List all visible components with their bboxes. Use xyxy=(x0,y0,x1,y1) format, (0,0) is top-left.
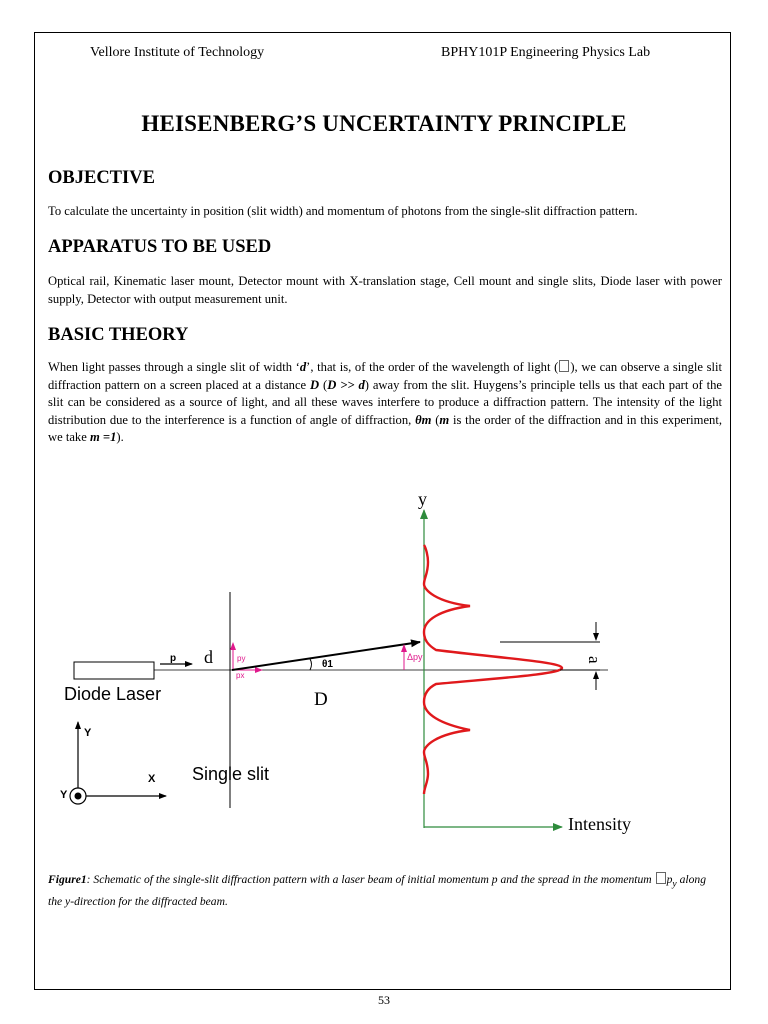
coord-Y-label: Y xyxy=(84,727,92,739)
missing-glyph-icon xyxy=(559,360,569,372)
a-label: a xyxy=(585,656,604,664)
apparatus-heading: APPARATUS TO BE USED xyxy=(48,237,272,257)
theory-text: When light passes through a single slit of width ‘d’, that is, of the order of the wavelength of light ( ), we can observe a single slit diffraction pattern on a screen placed at a distance D (D >> d) away from the slit. Huygens’s principle tells us that each part of the slit can be considered as a source of light, and all these waves interfere to produce a diffraction pattern. The intensity of the light distribution due to the interference is a function of angle of diffraction, θm (m is the order of the diffraction and in this experiment, we take m =1). xyxy=(48,360,723,444)
theta-label: θ1 xyxy=(322,659,333,670)
page-number: 53 xyxy=(378,993,390,1007)
objective-heading: OBJECTIVE xyxy=(48,168,155,188)
coord-Y2-label: Y xyxy=(60,789,68,801)
px-label: px xyxy=(236,671,245,680)
intensity-label: Intensity xyxy=(568,814,631,834)
missing-glyph-icon xyxy=(656,872,666,884)
py-label: py xyxy=(237,654,246,663)
intensity-curve xyxy=(424,545,562,794)
diode-laser-box xyxy=(74,662,154,679)
p-label: p xyxy=(170,653,177,664)
single-slit-label: Single slit xyxy=(192,764,270,784)
diffraction-figure xyxy=(40,480,730,840)
d-label: d xyxy=(204,647,213,667)
figure-caption: Figure1: Schematic of the single-slit diffraction pattern with a laser beam of initial momentum p and the spread in the momentum $p_y$ along the y-direction for the diffracted beam. xyxy=(48,873,706,909)
coord-X-label: X xyxy=(148,773,156,785)
objective-text: To calculate the uncertainty in position (slit width) and momentum of photons from the single-slit diffraction pattern. xyxy=(48,204,638,218)
page-title: HEISENBERG’S UNCERTAINTY PRINCIPLE xyxy=(141,111,627,136)
D-label: D xyxy=(314,689,328,710)
header-course: BPHY101P Engineering Physics Lab xyxy=(441,45,651,60)
delta-py-label: Δpy xyxy=(407,652,423,662)
coord-origin-dot xyxy=(75,793,82,800)
theta-arc xyxy=(310,659,312,670)
apparatus-text: Optical rail, Kinematic laser mount, Detector mount with X-translation stage, Cell mount and single slits, Diode laser with power supply, Detector with output measurement unit. xyxy=(48,274,722,306)
header-institution: Vellore Institute of Technology xyxy=(90,45,265,60)
theory-heading: BASIC THEORY xyxy=(48,325,189,345)
diode-laser-label: Diode Laser xyxy=(64,684,162,704)
y-axis-label: y xyxy=(418,489,427,509)
